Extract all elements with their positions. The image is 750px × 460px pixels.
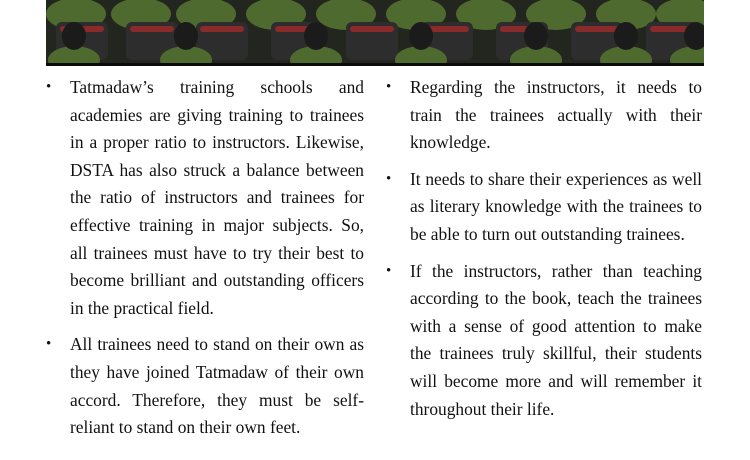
bullet-icon: • [386, 170, 392, 187]
list-item [386, 258, 702, 424]
left-column [46, 74, 364, 451]
bullet-text: If the instructors, rather than teaching according to the book, teach the trainees with a sense of good attention to make the trainees truly skillful, their students will become more and will remember it throughout their life. [410, 260, 702, 419]
right-column [386, 74, 702, 432]
seat-trim [200, 26, 244, 32]
bullet-text: Tatmadaw’s training schools and academies are giving training to trainees in a proper ratio to instructors. Likewise, DSTA has also struck a balance between the ratio of instructors and trainees for effective training in major subjects. So, all trainees must have to try their best to become brilliant and outstanding officers in the practical field. [70, 77, 364, 318]
classroom-photo [46, 0, 704, 66]
trainee-head [62, 22, 86, 50]
trainee-head [304, 22, 328, 50]
trainees-photo-illustration [46, 0, 704, 63]
list-item [46, 331, 364, 441]
list-item [386, 166, 702, 249]
bullet-icon: • [386, 262, 392, 279]
bullet-icon: • [46, 336, 52, 353]
trainee-head [614, 22, 638, 50]
trainee-head [524, 22, 548, 50]
seat-trim [575, 26, 619, 32]
trainee-head [174, 22, 198, 50]
bullet-text: Regarding the instructors, it needs to train the trainees actually with their knowledge. [410, 77, 702, 153]
list-item [46, 74, 364, 322]
bullet-text: It needs to share their experiences as well as literary knowledge with the trainees to be able to turn out outstanding trainees. [410, 168, 702, 244]
bullet-icon: • [386, 79, 392, 95]
seat-trim [350, 26, 394, 32]
seat-trim [130, 26, 174, 32]
bullet-icon: • [46, 79, 52, 95]
trainee-head [409, 22, 433, 50]
list-item [386, 74, 702, 157]
bullet-text: All trainees need to stand on their own as they have joined Tatmadaw of their own accord. Therefore, they must be self-reliant to stand on their own feet. [70, 334, 364, 438]
